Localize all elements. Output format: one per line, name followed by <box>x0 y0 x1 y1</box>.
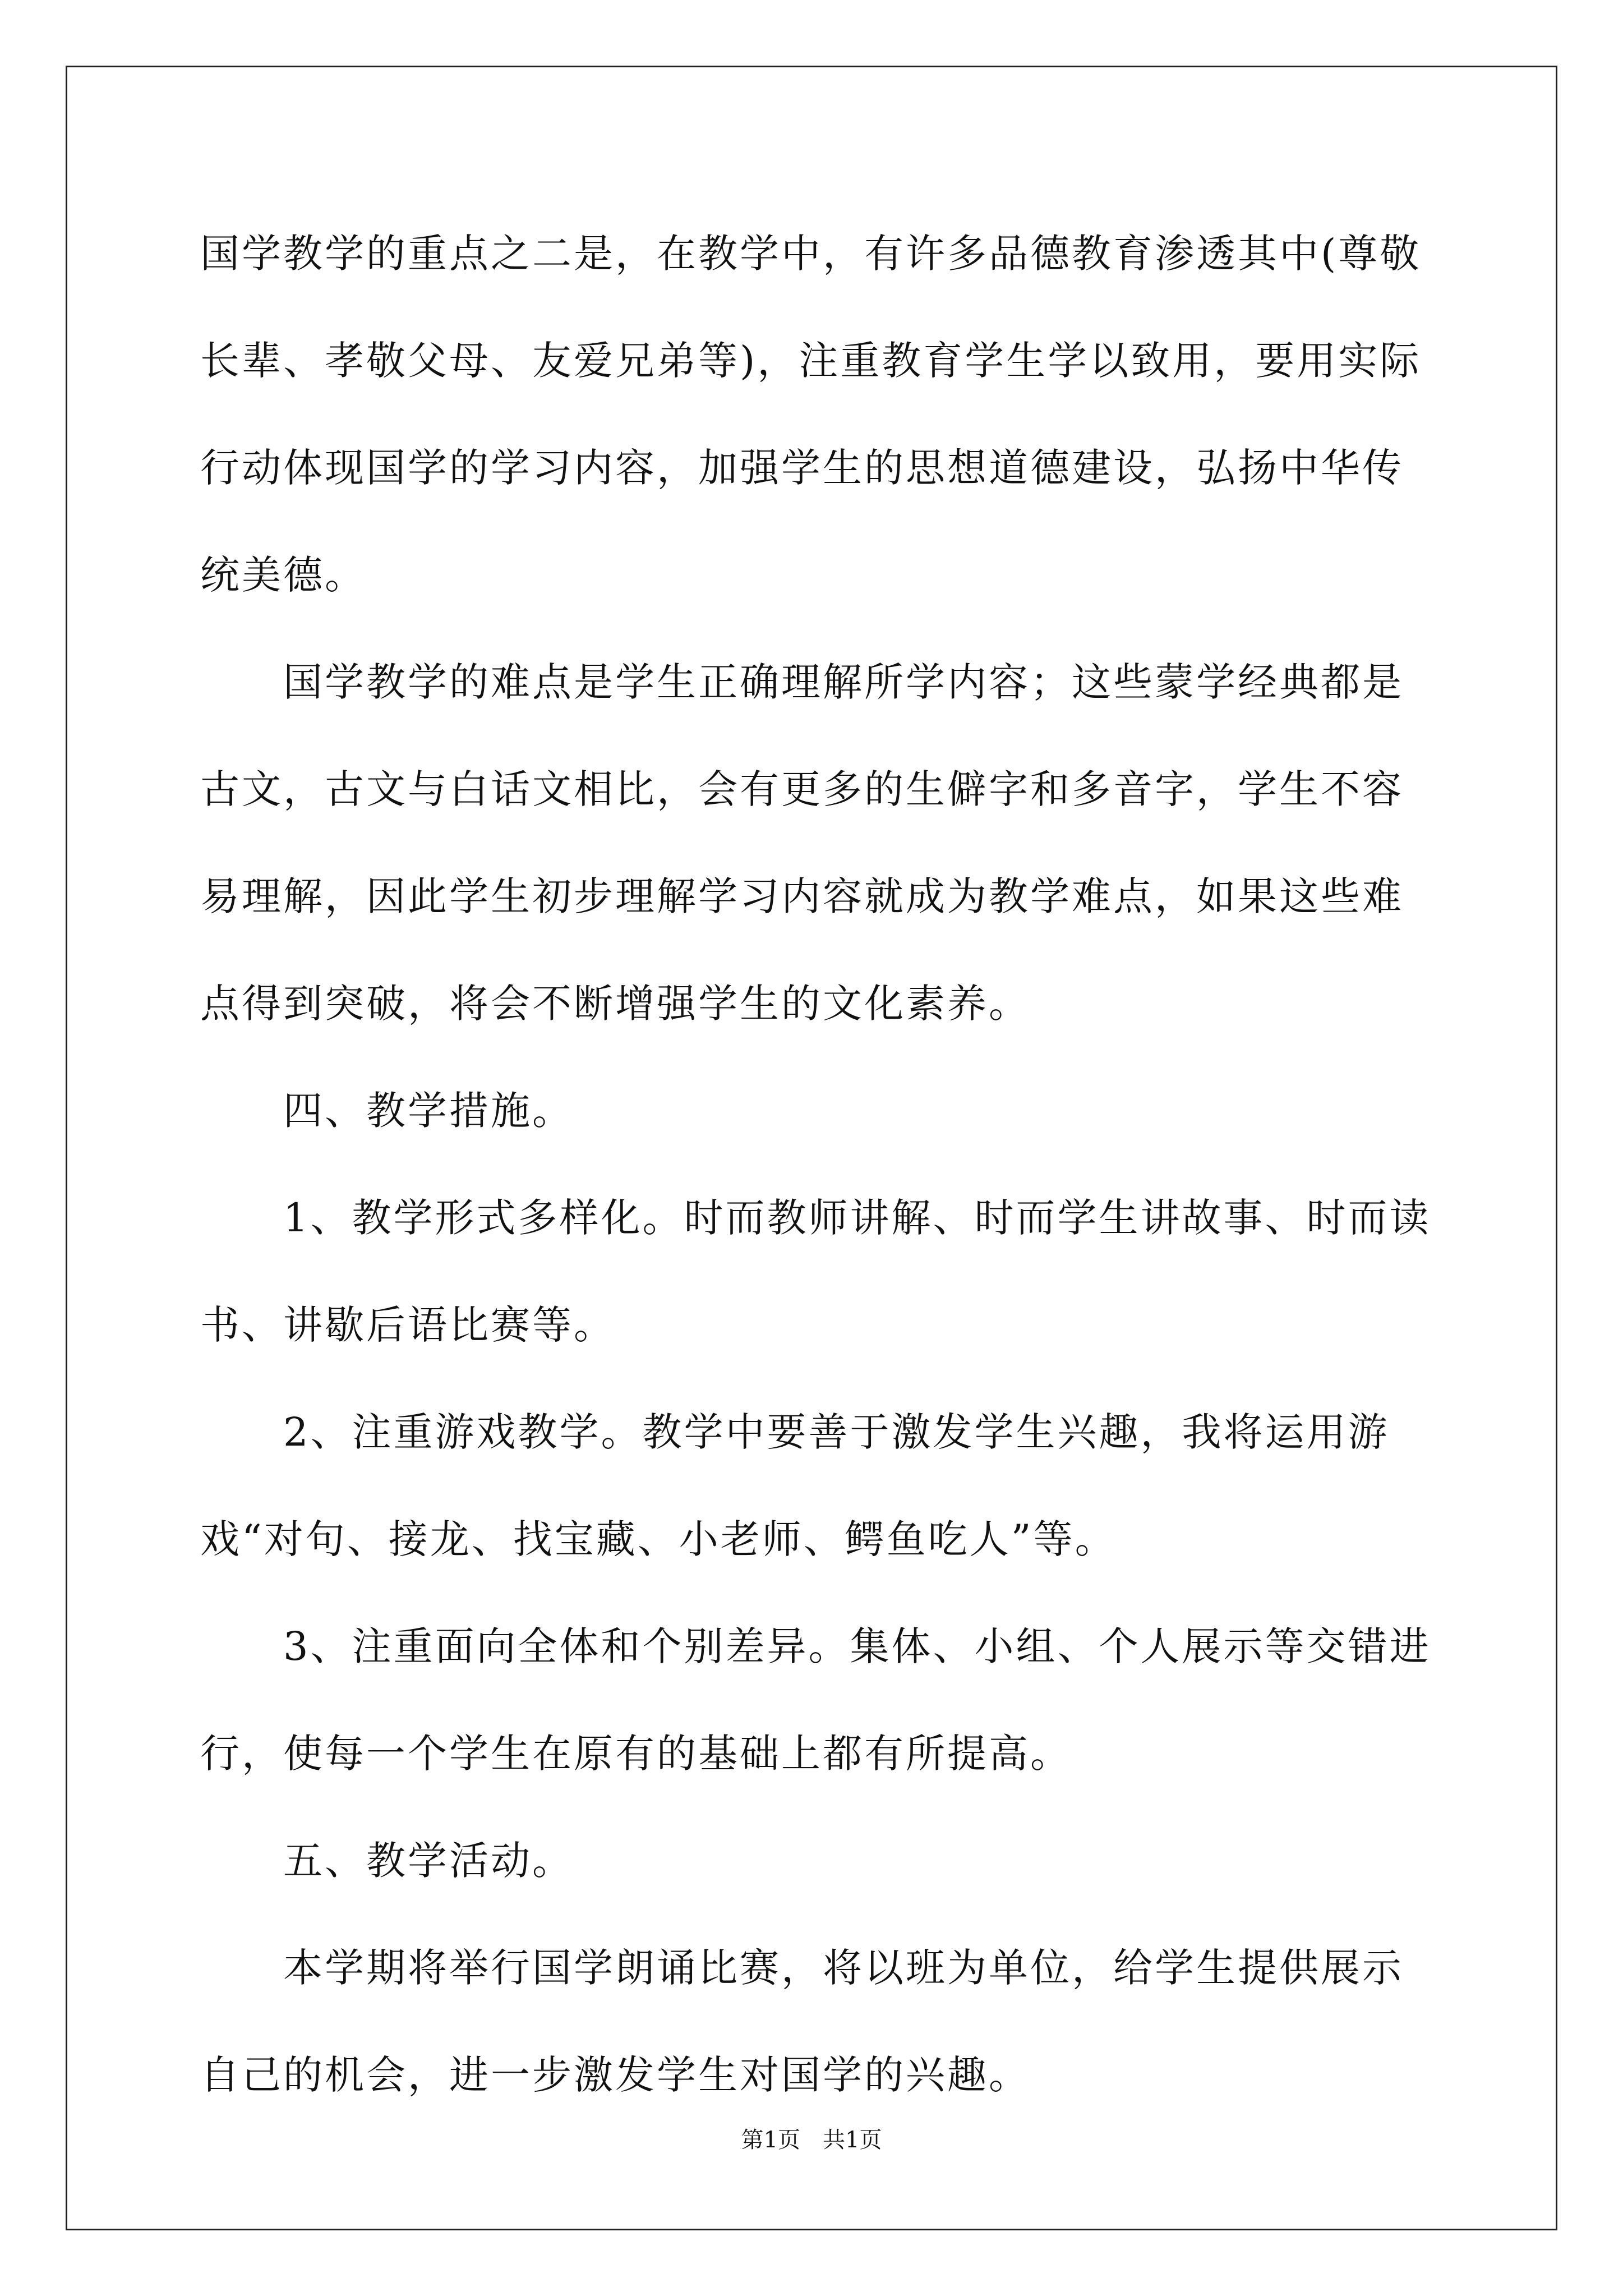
page-number-footer: 第1页 共1页 <box>741 2127 882 2153</box>
paragraph-activities: 本学期将举行国学朗诵比赛，将以班为单位，给学生提供展示自己的机会，进一步激发学生对国学的兴趣。 <box>200 1945 1404 2098</box>
list-item-3: 3、注重面向全体和个别差异。集体、小组、个人展示等交错进行，使每一个学生在原有的基础上都有所提高。 <box>200 1623 1431 1777</box>
section-heading-teaching-activities: 五、教学活动。 <box>283 1838 574 1884</box>
section-heading-teaching-measures: 四、教学措施。 <box>283 1088 574 1134</box>
paragraph-1: 国学教学的重点之二是，在教学中，有许多品德教育渗透其中(尊敬长辈、孝敬父母、友爱兄弟等)，注重教育学生学以致用，要用实际行动体现国学的学习内容，加强学生的思想道德建设，弘扬中华传统美德。 <box>200 231 1422 598</box>
list-item-2: 2、注重游戏教学。教学中要善于激发学生兴趣，我将运用游戏“对句、接龙、找宝藏、小老师、鳄鱼吃人”等。 <box>200 1409 1390 1562</box>
paragraph-2: 国学教学的难点是学生正确理解所学内容；这些蒙学经典都是古文，古文与白话文相比，会有更多的生僻字和多音字，学生不容易理解，因此学生初步理解学习内容就成为教学难点，如果这些难点得到突破，将会不断增强学生的文化素养。 <box>200 659 1404 1027</box>
list-item-1: 1、教学形式多样化。时而教师讲解、时而学生讲故事、时而读书、讲歇后语比赛等。 <box>200 1195 1431 1348</box>
document-body <box>200 200 1434 2129</box>
